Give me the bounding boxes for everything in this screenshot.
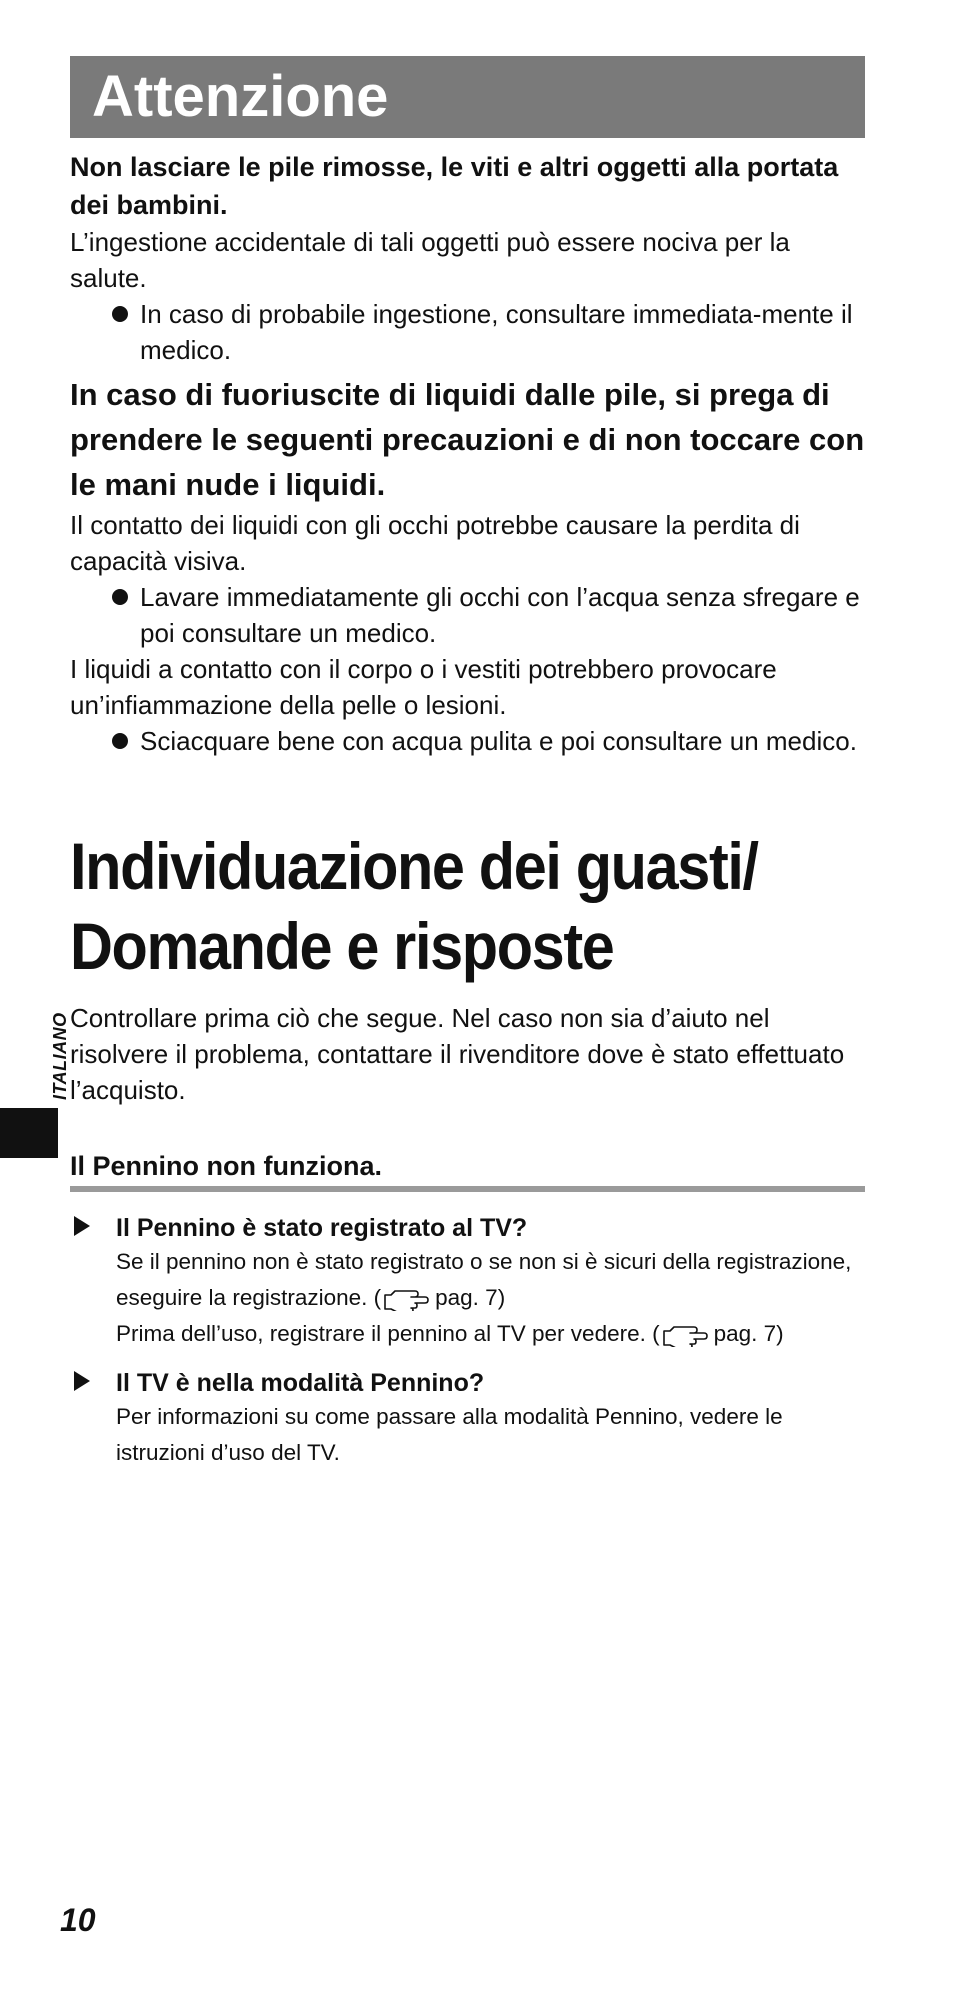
arrow-right-icon xyxy=(74,1371,90,1391)
section-divider xyxy=(70,1186,865,1192)
bullet-text: Sciacquare bene con acqua pulita e poi consultare un medico. xyxy=(140,726,857,756)
language-tab xyxy=(30,990,70,1100)
answer-text: Prima dell’uso, registrare il pennino al TV per vedere. ( xyxy=(116,1321,660,1346)
page-number: 10 xyxy=(60,1902,96,1938)
bullet-dot-icon xyxy=(112,733,128,749)
section-title: Il Pennino non funziona. xyxy=(70,1151,382,1181)
warning-heading-leak: In caso di fuoriuscite di liquidi dalle pile, si prega di prendere le seguenti precauzioni e di non toccare con le mani nude i liquidi. xyxy=(70,377,865,502)
troubleshooting-intro: Controllare prima ciò che segue. Nel caso non sia d’aiuto nel risolvere il problema, contattare il rivenditore dove è stato effettuato l’acquisto. xyxy=(70,1003,845,1105)
warning-text-eyes: Il contatto dei liquidi con gli occhi potrebbe causare la perdita di capacità visiva. xyxy=(70,510,800,576)
qa-answer xyxy=(116,1244,865,1352)
attention-banner: Attenzione xyxy=(70,56,865,138)
bullet-dot-icon xyxy=(112,306,128,322)
page-reference: pag. 7) xyxy=(435,1285,506,1310)
bullet-text: In caso di probabile ingestione, consultare immediata-mente il medico. xyxy=(140,299,853,365)
bullet-dot-icon xyxy=(112,589,128,605)
bullet-item xyxy=(70,723,865,759)
answer-text: Se il pennino non è stato registrato o se non si è sicuri della registrazione, eseguire la registrazione. ( xyxy=(116,1249,852,1310)
bullet-item xyxy=(70,579,865,651)
page-reference: pag. 7) xyxy=(713,1321,784,1346)
qa-item xyxy=(70,1367,865,1471)
warning-text-skin: I liquidi a contatto con il corpo o i vestiti potrebbero provocare un’infiammazione della pelle o lesioni. xyxy=(70,654,777,720)
warning-text-ingestion: L’ingestione accidentale di tali oggetti può essere nociva per la salute. xyxy=(70,227,790,293)
title-line: Individuazione dei guasti/ xyxy=(70,829,758,903)
arrow-right-icon xyxy=(74,1216,90,1236)
bullet-item xyxy=(70,296,865,368)
language-tab-marker xyxy=(0,1108,58,1158)
bullet-text: Lavare immediatamente gli occhi con l’acqua senza sfregare e poi consultare un medico. xyxy=(140,582,860,648)
troubleshooting-title xyxy=(70,826,817,986)
attention-section xyxy=(70,148,865,759)
qa-question: Il TV è nella modalità Pennino? xyxy=(116,1369,485,1397)
qa-answer: Per informazioni su come passare alla modalità Pennino, vedere le istruzioni d’uso del TV. xyxy=(116,1404,783,1465)
title-line: Domande e risposte xyxy=(70,909,614,983)
language-label: ITALIANO xyxy=(50,1012,70,1100)
pointing-hand-icon xyxy=(383,1287,431,1311)
qa-item xyxy=(70,1212,865,1352)
qa-question: Il Pennino è stato registrato al TV? xyxy=(116,1214,528,1242)
warning-heading-small-parts: Non lasciare le pile rimosse, le viti e altri oggetti alla portata dei bambini. xyxy=(70,152,839,220)
pointing-hand-icon xyxy=(662,1323,710,1347)
